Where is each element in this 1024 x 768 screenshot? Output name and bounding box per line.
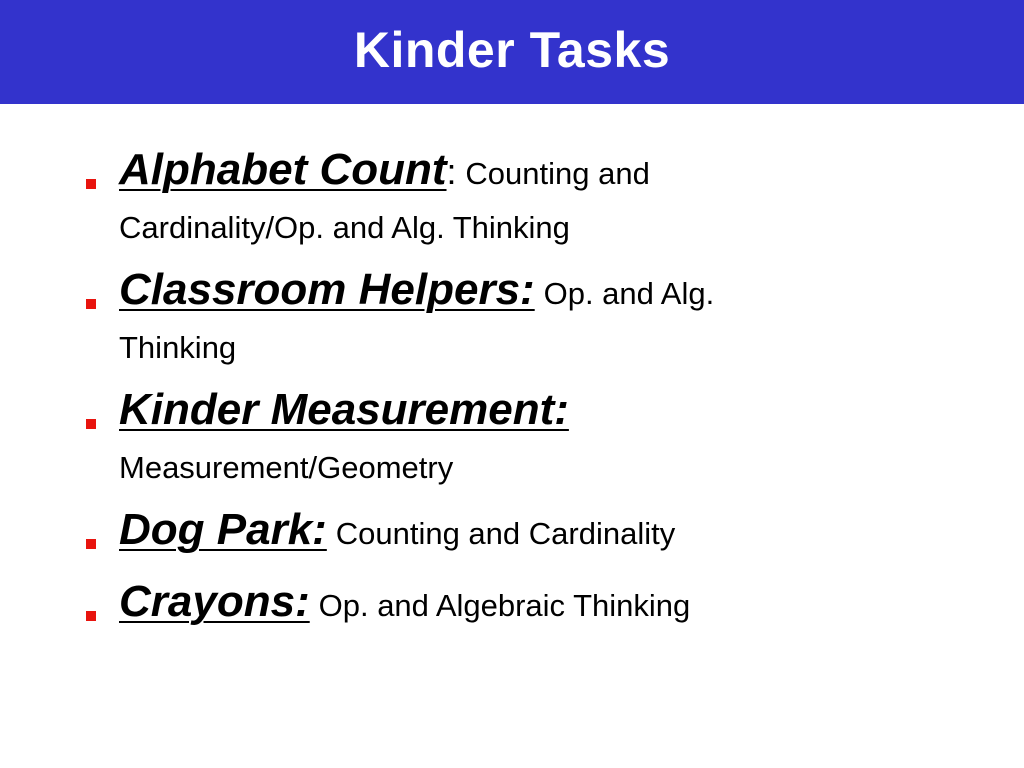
task-description: Counting and Cardinality: [335, 516, 676, 551]
task-line-1: [119, 506, 874, 564]
task-description-continued: Measurement/Geometry: [119, 450, 454, 485]
task-description-continued: Thinking: [119, 330, 237, 365]
task-name: Kinder Measurement:: [119, 385, 569, 434]
task-name: Classroom Helpers:: [119, 265, 535, 314]
square-bullet-icon: [86, 299, 96, 309]
task-description: Op. and Algebraic Thinking: [318, 588, 691, 623]
task-line-1: [119, 386, 874, 444]
square-bullet-icon: [86, 539, 96, 549]
title-bar: [0, 0, 1024, 104]
task-list: [84, 146, 874, 650]
list-item-classroom-helpers: [84, 266, 874, 372]
task-line-1: [119, 266, 874, 324]
list-item-dog-park: [84, 506, 874, 564]
square-bullet-icon: [86, 611, 96, 621]
task-name: Dog Park:: [119, 505, 327, 554]
slide-title: Kinder Tasks: [353, 22, 671, 78]
task-description-continued: Cardinality/Op. and Alg. Thinking: [119, 210, 570, 245]
list-item-crayons: [84, 578, 874, 636]
task-description: Counting and: [465, 156, 650, 191]
square-bullet-icon: [86, 179, 96, 189]
task-line-1: [119, 146, 874, 204]
task-name: Crayons:: [119, 577, 310, 626]
task-line-1: [119, 578, 874, 636]
list-item-kinder-measurement: [84, 386, 874, 492]
task-description: Op. and Alg.: [543, 276, 715, 311]
list-item-alphabet-count: [84, 146, 874, 252]
square-bullet-icon: [86, 419, 96, 429]
task-colon: :: [446, 151, 457, 192]
task-name: Alphabet Count: [119, 145, 447, 194]
